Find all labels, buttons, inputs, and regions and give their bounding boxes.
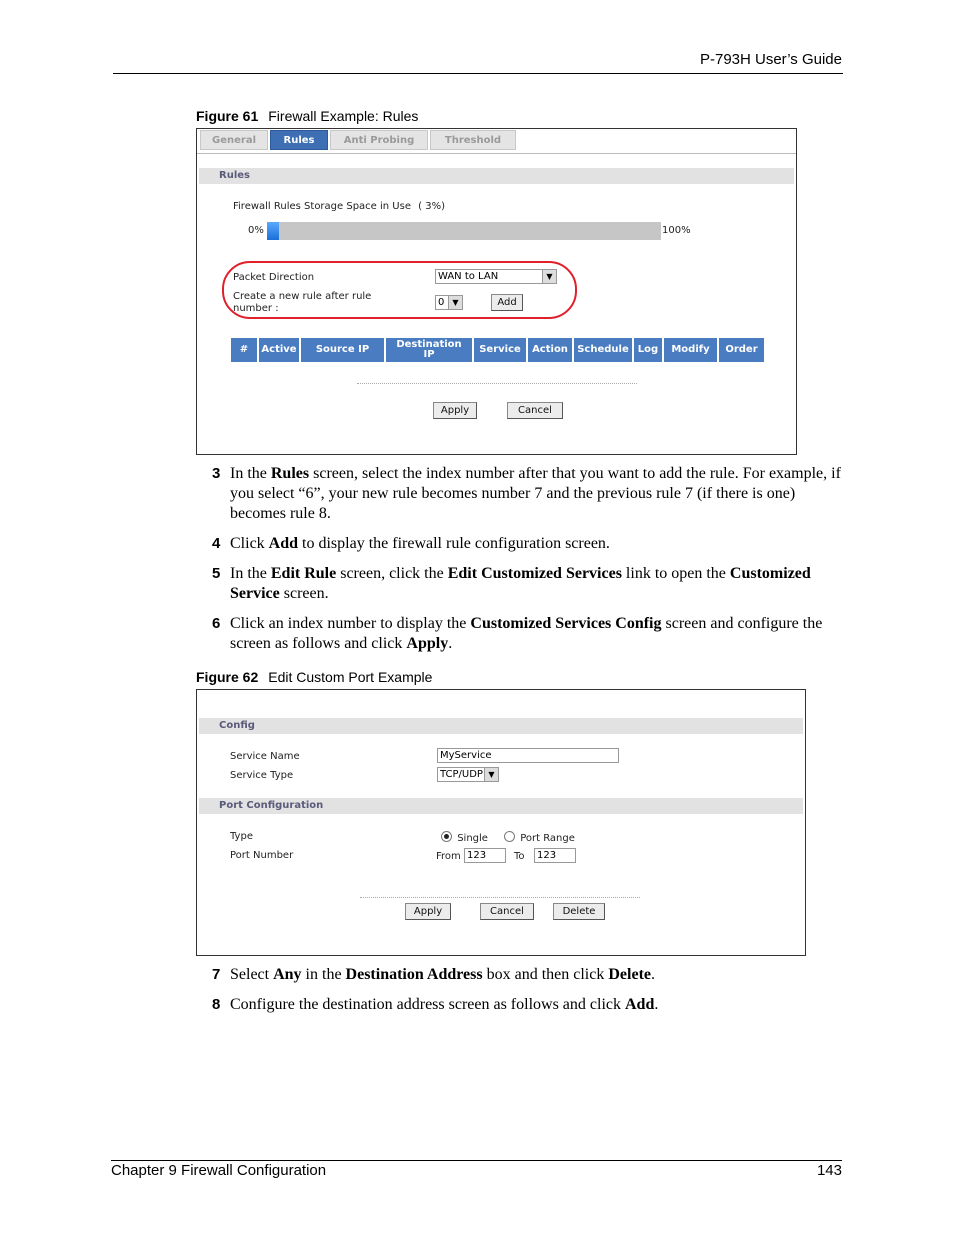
figure-62-caption: [196, 669, 432, 685]
radio-checked-icon: [441, 831, 452, 842]
step-number: 7: [212, 966, 221, 983]
port-to-input[interactable]: 123: [534, 848, 576, 863]
chevron-down-icon: ▼: [484, 768, 498, 781]
to-label: To: [514, 851, 525, 862]
column-order: Order: [719, 338, 764, 362]
page-header-title: P-793H User’s Guide: [699, 51, 842, 68]
step-text: In the Rules screen, select the index number after that you want to add the rule. For example, if you select “6”, your new rule becomes number 7 and the previous rule 7 (if there is one) becomes rule 8.: [230, 465, 841, 522]
service-type-value: TCP/UDP: [440, 769, 483, 780]
apply-button[interactable]: Apply: [433, 402, 477, 419]
step-text: Click an index number to display the Customized Services Config screen and configure the screen as follows and click Apply.: [230, 615, 823, 652]
port-number-label: Port Number: [230, 850, 294, 861]
delete-button[interactable]: Delete: [553, 903, 605, 920]
figure-62-title: Edit Custom Port Example: [268, 669, 433, 685]
header-rule: [113, 73, 843, 74]
rule-index-value: 0: [438, 297, 445, 308]
edit-custom-port-screen: [196, 689, 806, 956]
rules-table-header: [231, 338, 764, 362]
dotted-separator: [360, 897, 640, 898]
step-text: In the Edit Rule screen, click the Edit Customized Services link to open the Customized Service screen.: [230, 565, 811, 602]
chevron-down-icon: ▼: [448, 296, 462, 309]
service-name-input[interactable]: MyService: [437, 748, 619, 763]
column-service: Service: [474, 338, 526, 362]
service-type-select[interactable]: [437, 767, 499, 782]
rule-index-select[interactable]: [435, 295, 463, 310]
storage-space-label: [233, 201, 445, 212]
storage-value: ( 3%): [418, 201, 446, 212]
step-number: 3: [212, 465, 221, 482]
column-source-ip: Source IP: [301, 338, 384, 362]
packet-direction-value: WAN to LAN: [438, 271, 499, 282]
create-rule-label-line1: Create a new rule after rule: [233, 291, 372, 302]
tab-general[interactable]: General: [200, 130, 268, 150]
figure-62-label: Figure 62: [196, 669, 259, 685]
tab-threshold[interactable]: Threshold: [430, 130, 516, 150]
rules-section-title: Rules: [199, 168, 794, 184]
progress-min-label: 0%: [248, 225, 264, 236]
firewall-rules-screen: [196, 128, 797, 455]
step-text: Configure the destination address screen as follows and click Add.: [230, 996, 659, 1013]
storage-progress-bar: [267, 222, 661, 240]
column-action: Action: [528, 338, 572, 362]
tab-strip: [197, 129, 796, 154]
column-active: Active: [259, 338, 299, 362]
cancel-button[interactable]: Cancel: [507, 402, 563, 419]
add-button[interactable]: Add: [491, 294, 523, 311]
create-rule-label-line2: number :: [233, 303, 279, 314]
tab-anti-probing[interactable]: Anti Probing: [330, 130, 428, 150]
packet-direction-select[interactable]: [435, 269, 557, 284]
port-configuration-section-title: Port Configuration: [199, 798, 803, 814]
service-type-label: Service Type: [230, 770, 294, 781]
service-name-label: Service Name: [230, 751, 300, 762]
step-number: 6: [212, 615, 221, 632]
figure-61-caption: [196, 108, 418, 124]
step-text: Click Add to display the firewall rule configuration screen.: [230, 535, 610, 552]
step-number: 4: [212, 535, 221, 552]
radio-port-range[interactable]: [504, 830, 575, 844]
column-index: #: [231, 338, 257, 362]
column-log: Log: [634, 338, 662, 362]
figure-61-title: Firewall Example: Rules: [268, 108, 419, 124]
type-label: Type: [230, 831, 253, 842]
storage-label: Firewall Rules Storage Space in Use: [233, 201, 411, 212]
tab-rules[interactable]: Rules: [270, 130, 328, 150]
progress-max-label: 100%: [662, 225, 691, 236]
footer-page-number: 143: [816, 1162, 842, 1179]
config-section-title: Config: [199, 718, 803, 734]
cancel-button[interactable]: Cancel: [480, 903, 534, 920]
apply-button[interactable]: Apply: [405, 903, 451, 920]
figure-61-label: Figure 61: [196, 108, 259, 124]
create-rule-label: [233, 291, 371, 315]
radio-unchecked-icon: [504, 831, 515, 842]
radio-single[interactable]: [441, 830, 488, 844]
footer-rule: [111, 1160, 842, 1161]
step-number: 8: [212, 996, 221, 1013]
radio-single-label: Single: [457, 833, 488, 844]
column-destination-ip: Destination IP: [386, 338, 472, 362]
from-label: From: [436, 851, 461, 862]
column-schedule: Schedule: [574, 338, 632, 362]
column-modify: Modify: [664, 338, 717, 362]
radio-port-range-label: Port Range: [520, 833, 575, 844]
footer-chapter: Chapter 9 Firewall Configuration: [111, 1162, 327, 1179]
step-text: Select Any in the Destination Address box and then click Delete.: [230, 966, 655, 983]
chevron-down-icon: ▼: [542, 270, 556, 283]
step-number: 5: [212, 565, 221, 582]
port-from-input[interactable]: 123: [464, 848, 506, 863]
dotted-separator: [357, 383, 637, 384]
storage-progress-fill: [267, 222, 279, 240]
packet-direction-label: Packet Direction: [233, 272, 315, 283]
